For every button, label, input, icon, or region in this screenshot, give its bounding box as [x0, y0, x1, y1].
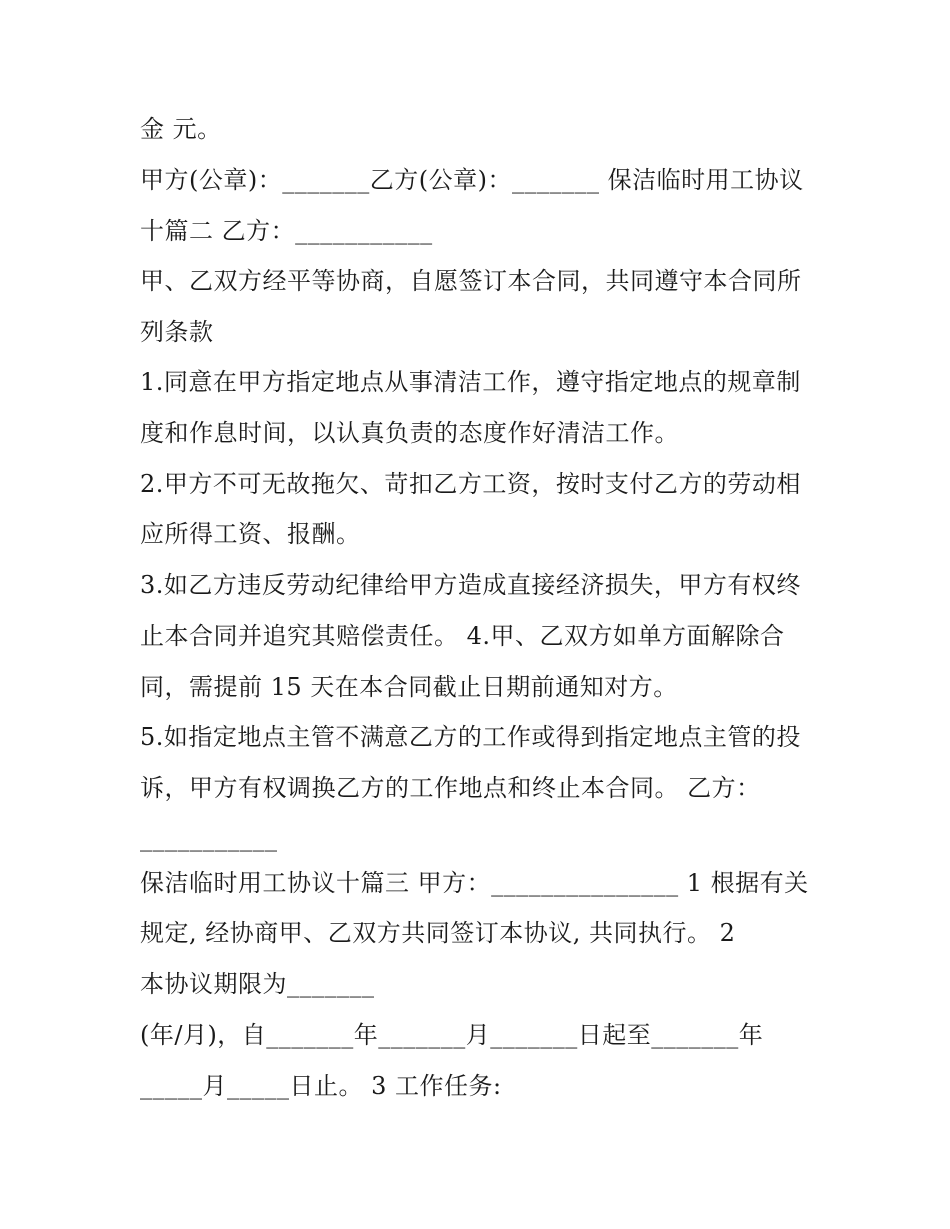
text-line: 保洁临时用工协议十篇三 甲方：_______________ 1 根据有关: [140, 869, 809, 897]
text-line: _____月_____日止。 3 工作任务:: [140, 1072, 502, 1100]
text-line: ___________: [140, 824, 278, 852]
text-line: 甲方(公章)：_______乙方(公章)：_______ 保洁临时用工协议: [140, 166, 804, 194]
text-line: 度和作息时间，以认真负责的态度作好清洁工作。: [140, 419, 679, 447]
text-line: 5.如指定地点主管不满意乙方的工作或得到指定地点主管的投: [140, 723, 801, 751]
text-line: 诉，甲方有权调换乙方的工作地点和终止本合同。 乙方：: [140, 774, 761, 802]
text-line: 十篇二 乙方：___________: [140, 217, 433, 245]
text-line: 2.甲方不可无故拖欠、苛扣乙方工资，按时支付乙方的劳动相: [140, 470, 801, 498]
text-line: 同，需提前 15 天在本合同截止日期前通知对方。: [140, 673, 678, 701]
text-line: 应所得工资、报酬。: [140, 520, 361, 548]
text-line: 本协议期限为_______: [140, 970, 375, 998]
text-line: 1.同意在甲方指定地点从事清洁工作，遵守指定地点的规章制: [140, 368, 801, 396]
text-line: (年/月)，自_______年_______月_______日起至_______年: [140, 1021, 764, 1049]
text-line: 甲、乙双方经平等协商，自愿签订本合同，共同遵守本合同所: [140, 267, 802, 295]
text-line: 金 元。: [140, 115, 222, 143]
text-line: 3.如乙方违反劳动纪律给甲方造成直接经济损失，甲方有权终: [140, 571, 801, 599]
text-line: 列条款: [140, 318, 214, 346]
text-line: 止本合同并追究其赔偿责任。 4.甲、乙双方如单方面解除合: [140, 622, 785, 650]
text-line: 规定, 经协商甲、乙双方共同签订本协议, 共同执行。 2: [140, 919, 736, 947]
